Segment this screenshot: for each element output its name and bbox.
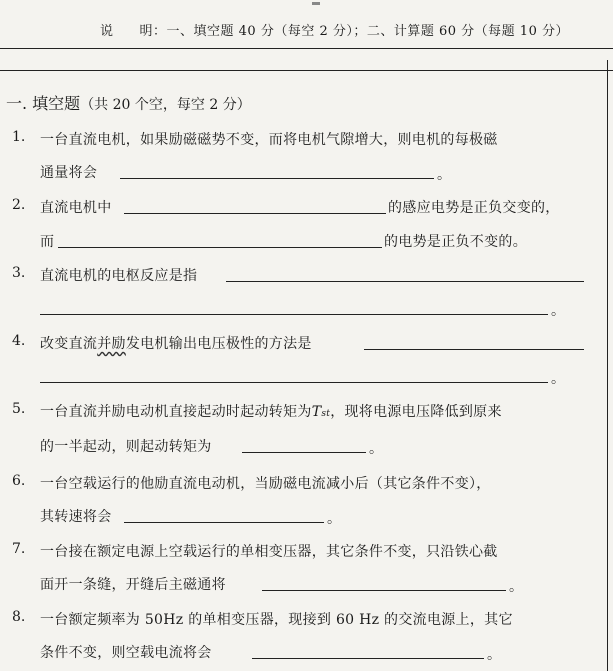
q7-number: 7. [12, 541, 26, 557]
q7-line1: 一台接在额定电源上空载运行的单相变压器，其它条件不变，只沿铁心截 [40, 544, 498, 560]
q7-line2: 面开一条缝，开缝后主磁通将 [40, 577, 226, 593]
q5-line2: 的一半起动，则起动转矩为 [40, 439, 212, 455]
instructions-text: 明：一、填空题 40 分（每空 2 分）；二、计算题 60 分（每题 10 分） [139, 24, 569, 39]
instructions [100, 20, 569, 39]
torque-symbol: Tst [311, 404, 331, 420]
q4-end: 。 [551, 371, 565, 387]
q4-emphasis: 并励 [97, 336, 126, 352]
q6-line1: 一台空载运行的他励直流电动机，当励磁电流减小后（其它条件不变）， [40, 476, 491, 492]
q1-number: 1. [12, 129, 26, 145]
q2-blank-1[interactable] [124, 213, 386, 214]
q8-line1: 一台额定频率为 50Hz 的单相变压器，现接到 60 Hz 的交流电源上，其它 [40, 612, 513, 628]
section-note: （共 20 个空，每空 2 分） [80, 97, 251, 113]
q7-blank[interactable] [262, 590, 506, 591]
q8-end: 。 [487, 647, 501, 663]
q2-number: 2. [12, 197, 26, 213]
q2-line2b: 的电势是正负不变的。 [384, 234, 527, 250]
q8-line2: 条件不变，则空载电流将会 [40, 645, 212, 661]
q5-end: 。 [369, 441, 383, 457]
q2-blank-2[interactable] [58, 247, 382, 248]
divider-bottom [0, 70, 613, 71]
q2-line1a: 直流电机中 [40, 200, 112, 216]
q4-number: 4. [12, 333, 26, 349]
q3-line1: 直流电机的电枢反应是指 [40, 268, 198, 284]
q3-blank-2[interactable] [40, 314, 548, 315]
q8-number: 8. [12, 609, 26, 625]
q2-line1b: 的感应电势是正负交变的， [388, 200, 560, 216]
section-title: 一. 填空题（共 20 个空，每空 2 分） [6, 94, 251, 113]
q4-blank-1[interactable] [364, 349, 584, 350]
q8-blank[interactable] [252, 658, 484, 659]
q6-line2: 其转速将会 [40, 509, 112, 525]
q1-line1: 一台直流电机，如果励磁磁势不变，而将电机气隙增大，则电机的每极磁 [40, 132, 498, 148]
q4-blank-2[interactable] [40, 382, 548, 383]
q4-line1: 改变直流并励发电机输出电压极性的方法是 [40, 336, 312, 352]
q6-blank[interactable] [124, 522, 324, 523]
q3-end: 。 [551, 303, 565, 319]
divider-top [0, 48, 613, 49]
q2-line2a: 而 [40, 234, 55, 250]
scan-mark [312, 2, 320, 5]
q5-line1: 一台直流并励电动机直接起动时起动转矩为Tst，现将电源电压降低到原来 [40, 404, 502, 420]
q7-end: 。 [509, 579, 523, 595]
q6-number: 6. [12, 473, 26, 489]
q1-blank[interactable] [120, 178, 434, 179]
q1-end: 。 [437, 167, 451, 183]
q5-number: 5. [12, 401, 26, 417]
q3-blank-1[interactable] [226, 281, 584, 282]
q5-blank[interactable] [242, 452, 366, 453]
q6-end: 。 [327, 511, 341, 527]
q3-number: 3. [12, 265, 26, 281]
right-border [607, 60, 608, 671]
instructions-label: 说 [100, 24, 114, 39]
q1-line2: 通量将会 [40, 165, 98, 181]
